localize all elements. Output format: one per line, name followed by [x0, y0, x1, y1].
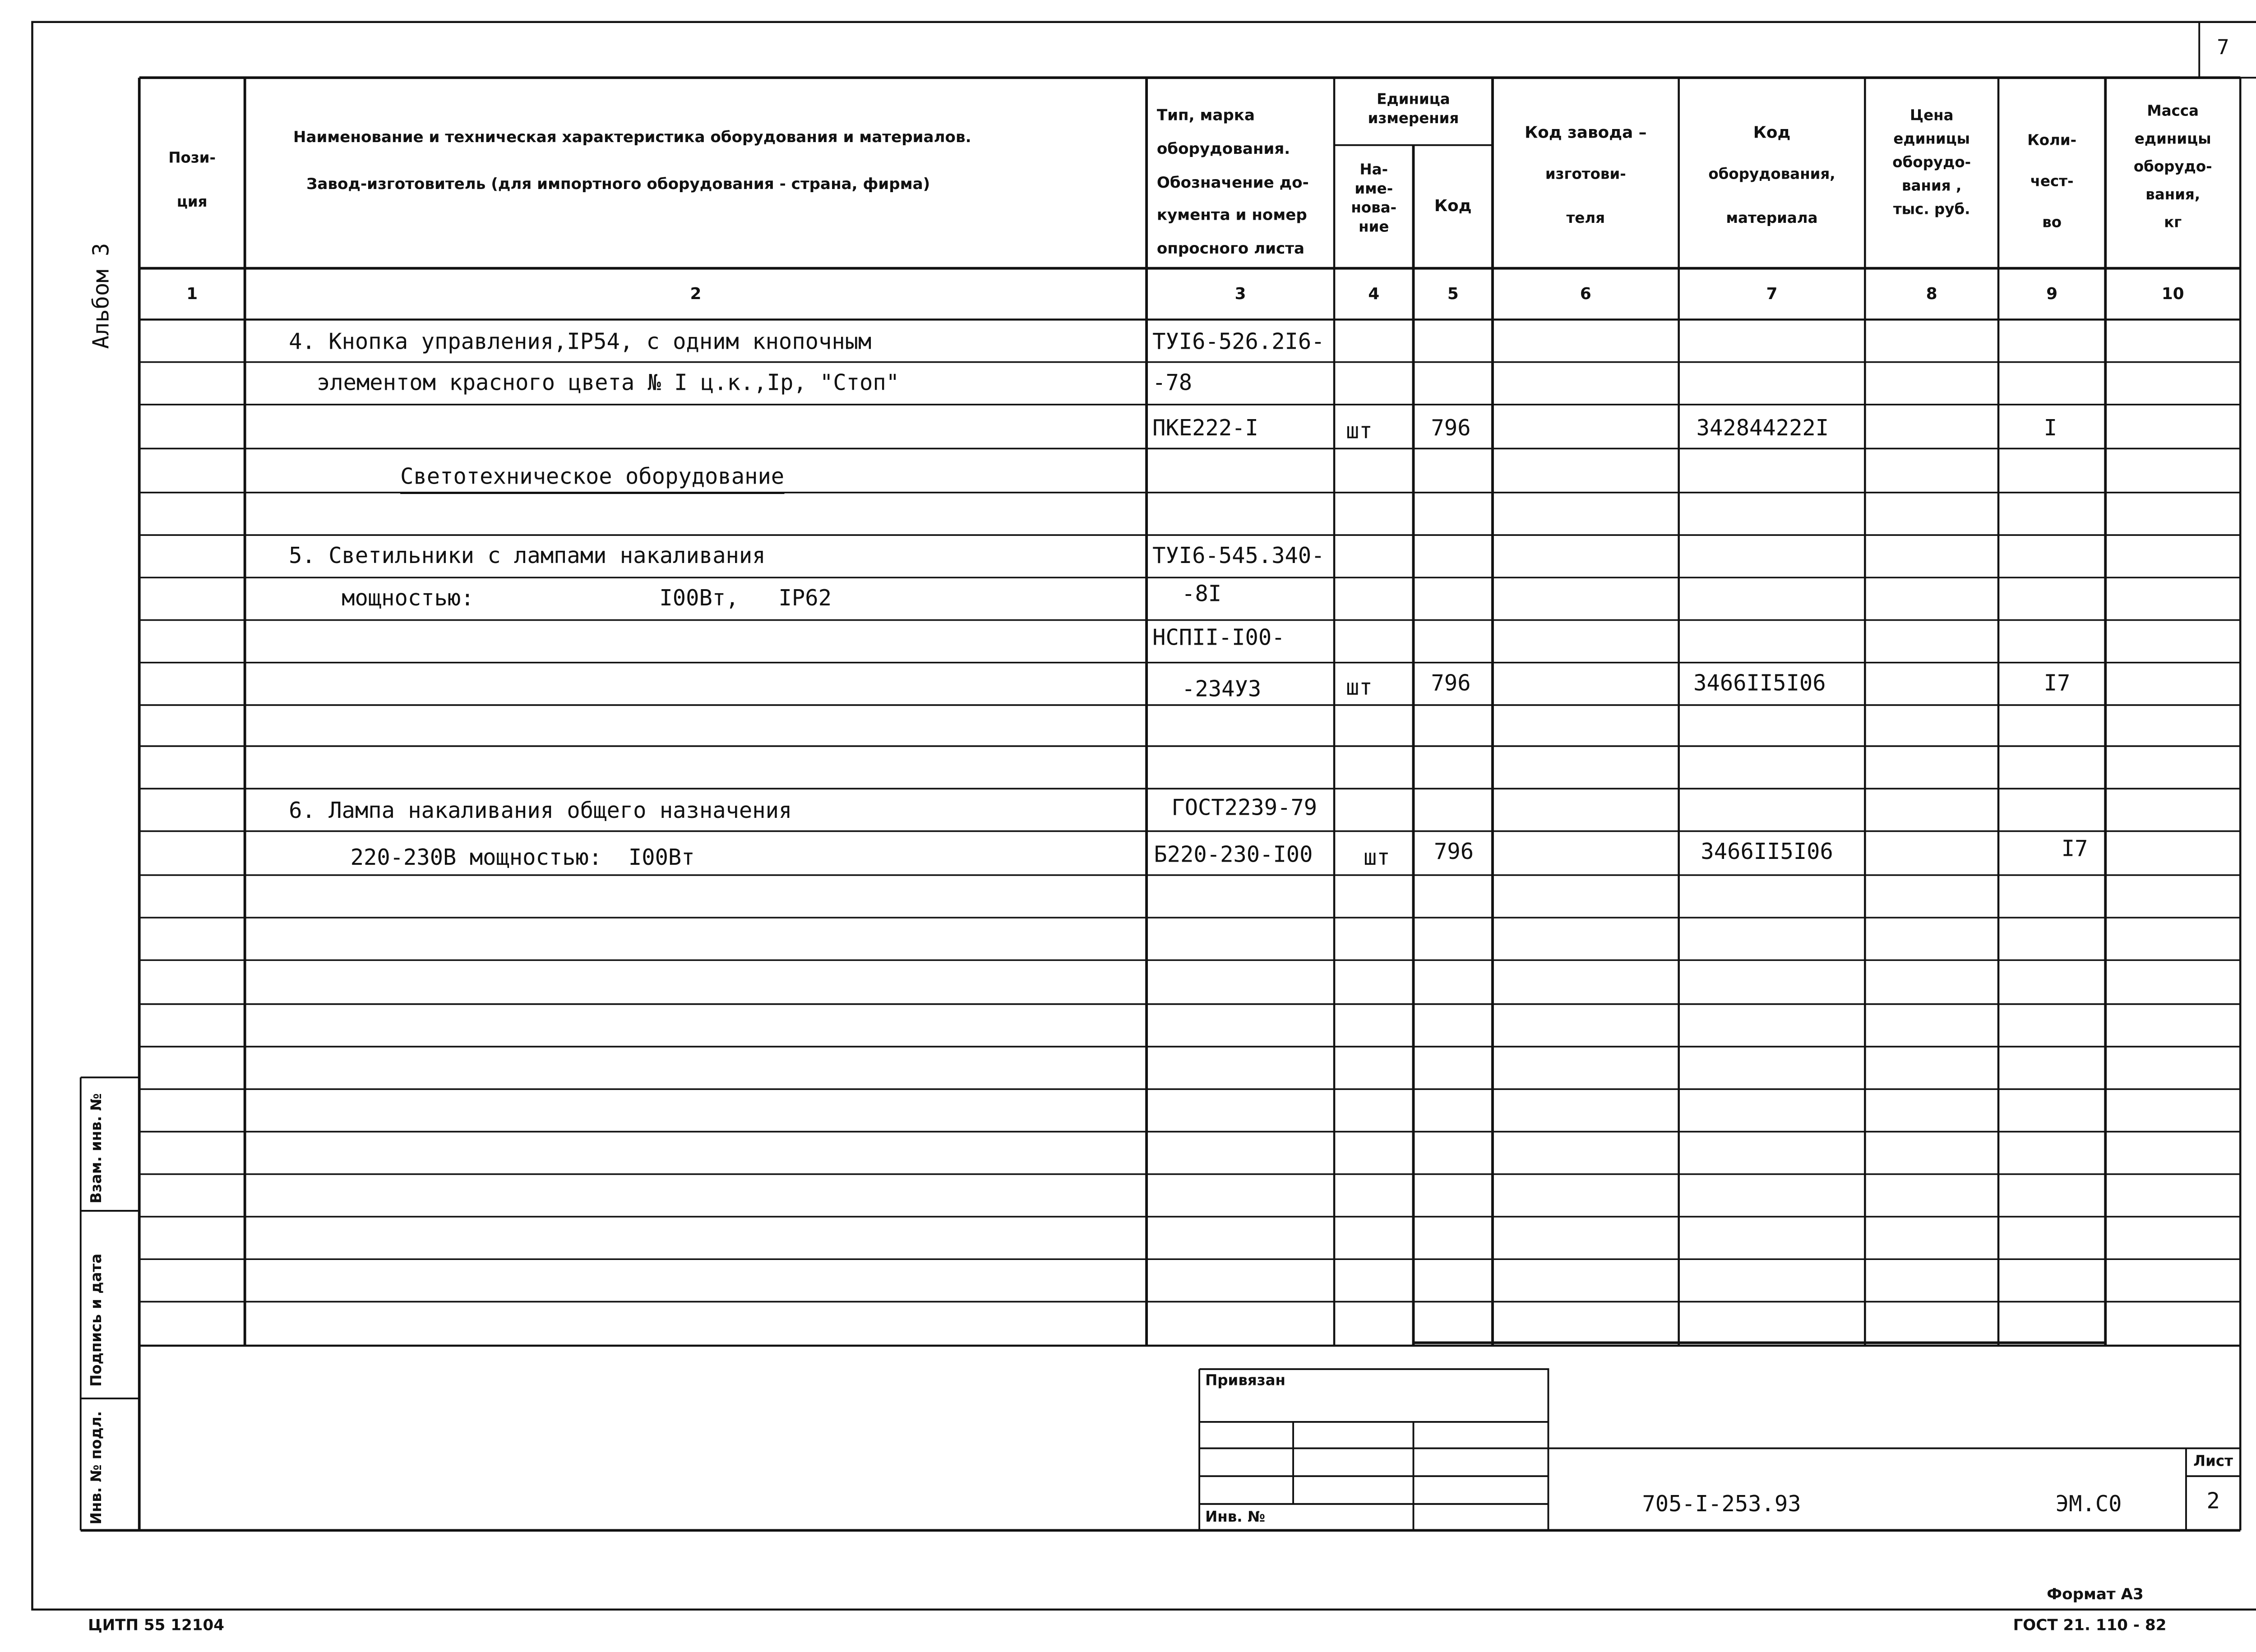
column-number: 2 — [690, 284, 702, 304]
header-factory-l2: изготови- — [1545, 167, 1626, 184]
header-unit-name: На- име- нова- ние — [1351, 162, 1397, 236]
row-code: 796 — [1434, 838, 1474, 865]
header-material-code-l3: материала — [1726, 211, 1818, 227]
row-material-code: 342844222I — [1696, 415, 1829, 442]
header-factory-l1: Код завода – — [1525, 123, 1647, 143]
row-type: -234УЗ — [1182, 675, 1262, 702]
row-material-code: 3466II5I06 — [1701, 838, 1833, 865]
row-name: 6. Лампа накаливания общего назначения — [289, 797, 792, 824]
row-type: Б220-230-I00 — [1154, 841, 1313, 868]
row-type: ГОСТ2239-79 — [1171, 794, 1318, 821]
header-mass: Масса единицы оборудо- вания, кг — [2133, 104, 2212, 232]
header-quantity: Коли- чест- во — [2027, 133, 2077, 232]
column-number: 1 — [186, 284, 198, 304]
row-type: ТУI6-545.340- — [1152, 542, 1325, 569]
header-position: Пози- ция — [168, 151, 216, 211]
sheet-label: Лист — [2193, 1454, 2233, 1471]
column-number: 4 — [1368, 284, 1380, 304]
header-factory-l3: теля — [1566, 211, 1605, 227]
document-code: ЭМ.С0 — [2055, 1490, 2122, 1518]
header-material-code-l2: оборудования, — [1708, 167, 1835, 184]
inv-no-label: Инв. № — [1205, 1509, 1266, 1526]
document-number: 705-I-253.93 — [1642, 1490, 1801, 1518]
row-type: НСПII-I00- — [1152, 624, 1285, 651]
row-name: 5. Светильники с лампами накаливания — [289, 542, 766, 569]
header-type-l3: Обозначение до- — [1156, 174, 1309, 192]
header-type-l4: кумента и номер — [1156, 207, 1307, 225]
privyazan-label: Привязан — [1205, 1373, 1286, 1390]
column-number: 7 — [1766, 284, 1778, 304]
header-name-line2: Завод-изготовитель (для импортного оборудования - страна, фирма) — [306, 175, 930, 194]
header-unit-group: Единица измерения — [1368, 92, 1459, 128]
column-number: 3 — [1234, 284, 1246, 304]
row-quantity: I7 — [2043, 669, 2071, 697]
row-type: -78 — [1152, 369, 1193, 396]
row-code: 796 — [1431, 415, 1471, 442]
footer-gost: ГОСТ 21. 110 - 82 — [2013, 1617, 2167, 1635]
row-unit: шт — [1346, 418, 1373, 444]
section-title: Светотехническое оборудование — [400, 466, 784, 494]
row-unit: шт — [1346, 674, 1373, 701]
row-name: 4. Кнопка управления,IP54, с одним кнопочным — [289, 328, 872, 355]
stamp-podpis-data: Подпись и дата — [89, 1253, 106, 1387]
row-type: ПКЕ222-I — [1152, 415, 1258, 442]
column-number: 10 — [2161, 284, 2184, 304]
row-name: элементом красного цвета № I ц.к.,Iр, "Стоп" — [316, 369, 900, 396]
row-quantity: I7 — [2061, 835, 2088, 862]
header-type-l2: оборудования. — [1156, 140, 1290, 158]
column-number: 9 — [2046, 284, 2058, 304]
column-number: 8 — [1926, 284, 1937, 304]
column-number: 6 — [1580, 284, 1591, 304]
row-type: ТУI6-526.2I6- — [1152, 328, 1325, 355]
sheet-number: 2 — [2206, 1488, 2220, 1514]
sheet-corner-number: 7 — [2217, 37, 2229, 60]
album-label: Альбом 3 — [88, 243, 115, 349]
row-type: -8I — [1182, 580, 1222, 607]
row-material-code: 3466II5I06 — [1693, 669, 1826, 697]
column-number: 5 — [1447, 284, 1459, 304]
footer-left-code: ЦИТП 55 12104 — [88, 1617, 224, 1635]
row-name: 220-230В мощностью: I00Вт — [350, 844, 695, 871]
header-material-code-l1: Код — [1753, 123, 1791, 143]
header-price: Цена единицы оборудо- вания , тыс. руб. — [1892, 108, 1971, 219]
header-name-line1: Наименование и техническая характеристика оборудования и материалов. — [293, 129, 971, 147]
header-type-l5: опросного листа — [1156, 240, 1305, 258]
row-name: мощностью: I00Вт, IP62 — [342, 585, 832, 611]
row-unit: шт — [1364, 844, 1390, 871]
header-type-l1: Тип, марка — [1156, 107, 1255, 125]
stamp-vzam-inv: Взам. инв. № — [89, 1093, 106, 1204]
header-unit-code: Код — [1434, 196, 1472, 216]
row-code: 796 — [1431, 669, 1471, 697]
row-quantity: I — [2043, 415, 2057, 442]
footer-format: Формат А3 — [2047, 1586, 2144, 1604]
stamp-inv-podl: Инв. № подл. — [89, 1411, 106, 1525]
